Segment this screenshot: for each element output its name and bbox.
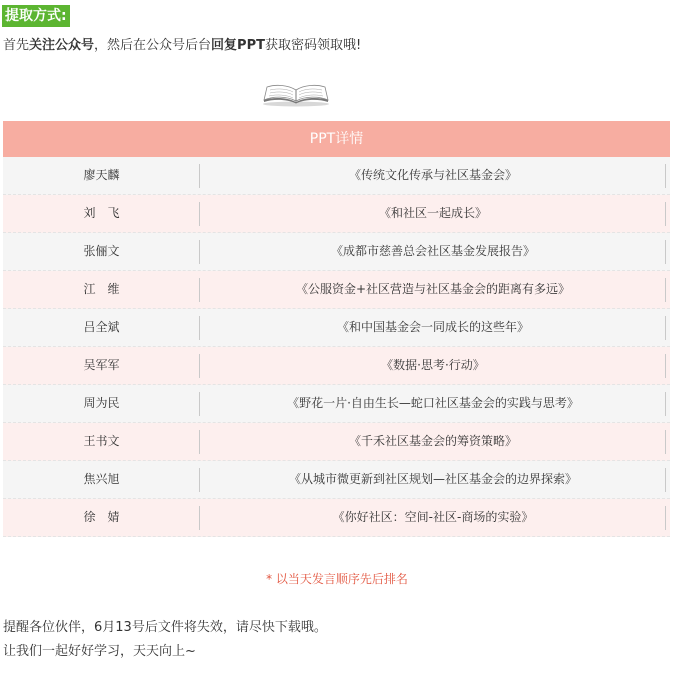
table-row: [3, 233, 670, 271]
column-divider: [665, 278, 666, 302]
order-footnote: * 以当天发言顺序先后排名: [266, 572, 408, 586]
table-row: [3, 385, 670, 423]
speaker-name: 吕全斌: [83, 320, 120, 334]
ppt-title: 《你好社区：空间-社区-商场的实验》: [332, 510, 534, 524]
instruction-bold-reply: 回复PPT: [211, 38, 265, 53]
column-divider: [665, 316, 666, 340]
column-divider: [665, 430, 666, 454]
ppt-title: 《和中国基金会一同成长的这些年》: [336, 320, 529, 334]
ppt-title: 《传统文化传承与社区基金会》: [348, 168, 517, 182]
ppt-title: 《公服资金+社区营造与社区基金会的距离有多远》: [295, 282, 571, 296]
instruction-part-3: 获取密码领取哦!: [264, 38, 362, 53]
table-row: [3, 157, 670, 195]
method-label: 提取方式:: [2, 5, 70, 27]
instruction-text: [3, 36, 361, 56]
speaker-name: 江 维: [83, 282, 120, 296]
speaker-name: 王书文: [83, 434, 120, 448]
ppt-title: 《数据·思考·行动》: [381, 358, 485, 372]
expiry-reminder: 提醒各位伙伴，6月13号后文件将失效，请尽快下载哦。: [3, 620, 327, 635]
column-divider: [665, 354, 666, 378]
speaker-name: 徐 婧: [83, 510, 120, 524]
ppt-title: 《从城市微更新到社区规划—社区基金会的边界探索》: [288, 472, 577, 486]
table-row: [3, 271, 670, 309]
instruction-part-2: ，然后在公众号后台: [94, 38, 212, 53]
table-row: [3, 347, 670, 385]
column-divider: [665, 506, 666, 530]
table-row: [3, 195, 670, 233]
table-row: [3, 423, 670, 461]
speaker-name: 张俪文: [83, 244, 120, 258]
ppt-title: 《千禾社区基金会的筹资策略》: [348, 434, 517, 448]
open-book-icon: [261, 81, 331, 107]
speaker-name: 焦兴旭: [83, 472, 120, 486]
instruction-bold-follow: 关注公众号: [29, 38, 95, 53]
column-divider: [665, 468, 666, 492]
ppt-details-header: PPT详情: [3, 121, 670, 157]
instruction-part-1: 首先: [3, 38, 30, 53]
closing-text: 让我们一起好好学习，天天向上~: [3, 644, 196, 659]
speaker-name: 周为民: [83, 396, 120, 410]
speaker-name: 廖天麟: [83, 168, 120, 182]
column-divider: [665, 392, 666, 416]
ppt-title: 《和社区一起成长》: [378, 206, 487, 220]
ppt-details-table: [3, 157, 670, 537]
table-row: [3, 309, 670, 347]
column-divider: [665, 240, 666, 264]
column-divider: [665, 164, 666, 188]
table-row: [3, 461, 670, 499]
speaker-name: 刘 飞: [83, 206, 120, 220]
ppt-title: 《野花一片·自由生长—蛇口社区基金会的实践与思考》: [287, 396, 579, 410]
table-row: [3, 499, 670, 537]
ppt-title: 《成都市慈善总会社区基金发展报告》: [330, 244, 535, 258]
column-divider: [665, 202, 666, 226]
speaker-name: 吴军军: [83, 358, 120, 372]
